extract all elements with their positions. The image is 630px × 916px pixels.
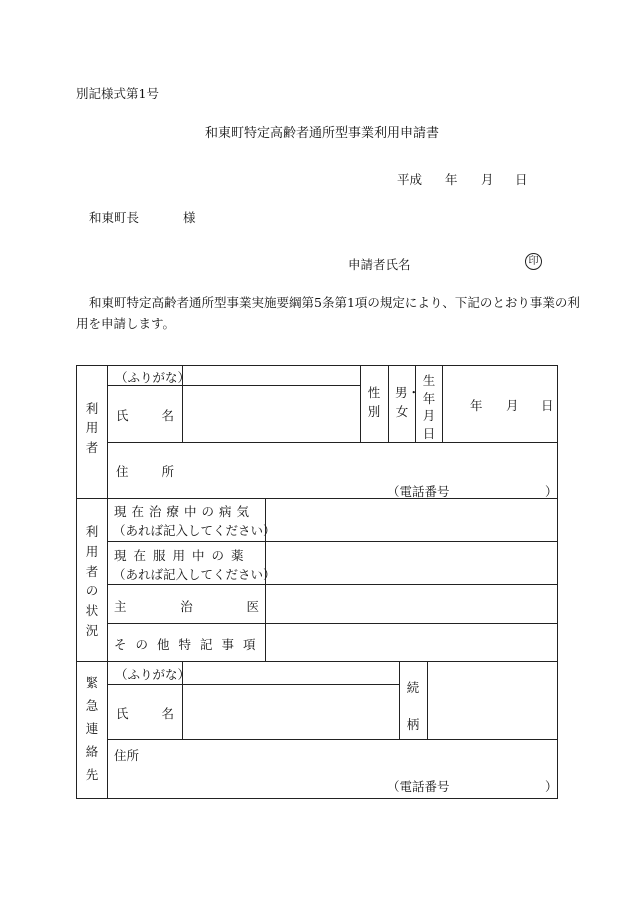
divider [107,739,558,740]
divider [415,365,416,442]
status-section-heading: 利用者の状況 [85,524,99,638]
gender-options[interactable]: 男・女 [395,385,421,420]
emergency-furigana-field[interactable] [183,663,398,683]
user-section-heading: 利用者 [85,401,99,455]
label-char: 医 [246,599,259,614]
relation-label: 続柄 [406,680,420,732]
divider [107,442,558,443]
intro-line-2: 用を申請します。 [76,316,176,331]
emergency-phone-label: （電話番号 [387,779,450,794]
divider [442,365,443,442]
label-char: 氏 [116,408,129,423]
label-char: 主 [114,599,127,614]
seal-mark: 印 [525,253,542,270]
addressee-honorific: 様 [183,210,196,225]
label-char: 治 [180,599,193,614]
birth-month: 月 [506,398,519,413]
disease-field[interactable] [267,500,556,540]
divider [107,541,558,542]
divider [360,365,361,442]
applicant-name-label: 申請者氏名 [348,257,411,272]
emergency-address-label: 住所 [114,748,140,763]
user-furigana-field[interactable] [183,367,359,384]
divider [76,498,558,499]
label-char: 住 [116,464,129,479]
relation-field[interactable] [428,663,556,738]
divider [388,365,389,442]
intro-line-1: 和東町特定高齢者通所型事業実施要綱第5条第1項の規定により、下記のとおり事業の利 [89,295,580,310]
other-notes-label: その他特記事項 [114,637,265,652]
user-furigana-label: （ふりがな） [115,370,191,385]
emergency-name-field[interactable] [183,686,398,738]
birth-label: 生年月日 [422,373,436,441]
date-year: 年 [445,172,458,187]
addressee-name: 和東町長 [89,210,140,225]
divider [107,365,108,799]
user-phone-label: （電話番号 [387,484,450,499]
doctor-label [114,597,259,615]
label-char: 名 [161,408,174,423]
emergency-furigana-label: （ふりがな） [115,667,191,682]
divider [399,661,400,739]
user-name-field[interactable] [183,387,359,441]
label-char: 名 [161,706,174,721]
label-char: 氏 [116,706,129,721]
divider [107,684,399,685]
divider [76,661,558,662]
divider [107,623,558,624]
emergency-phone-close: ） [545,779,558,794]
medicine-note: （あれば記入してください） [113,567,276,582]
date-month: 月 [481,172,494,187]
other-notes-field[interactable] [267,625,556,660]
form-title: 和東町特定高齢者通所型事業利用申請書 [205,126,440,141]
divider [107,584,558,585]
user-address-label [116,462,174,480]
emergency-section-heading: 緊急連絡先 [85,675,99,782]
medicine-label: 現在服用中の薬 [114,548,251,563]
birth-day: 日 [541,398,554,413]
birth-year: 年 [470,398,483,413]
emergency-address-field[interactable] [150,742,556,774]
date-era: 平成 [397,172,423,187]
label-char: 所 [161,464,174,479]
form-number: 別記様式第1号 [76,86,159,101]
disease-note: （あれば記入してください） [113,523,276,538]
date-day: 日 [515,172,528,187]
medicine-field[interactable] [267,543,556,583]
user-phone-close: ） [545,484,558,499]
gender-label: 性別 [367,385,381,420]
disease-label: 現在治療中の病気 [114,504,255,519]
user-address-field[interactable] [183,444,556,480]
user-name-label [116,406,174,424]
emergency-name-label [116,704,174,722]
doctor-field[interactable] [267,586,556,622]
